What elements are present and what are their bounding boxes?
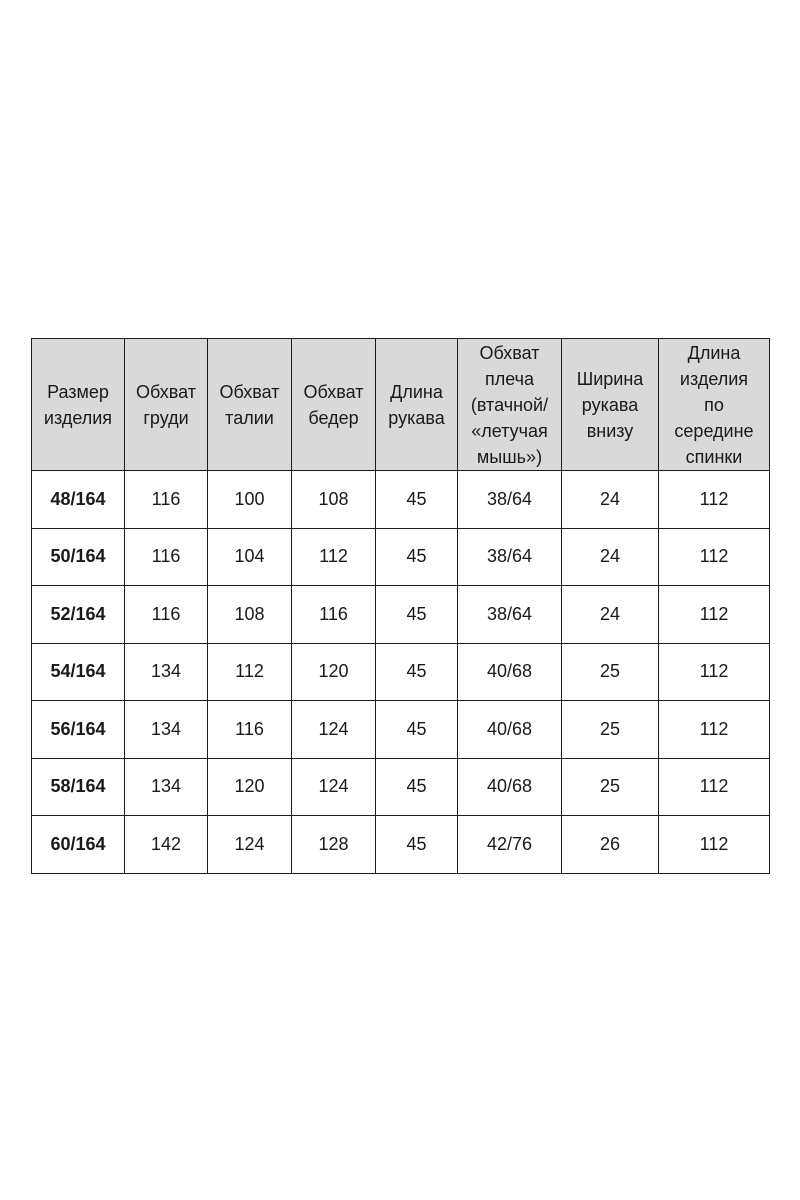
cell-garment-length: 112 bbox=[659, 758, 770, 816]
cell-waist: 104 bbox=[208, 528, 292, 586]
table-row bbox=[32, 643, 770, 701]
cell-hips: 112 bbox=[292, 528, 376, 586]
cell-chest: 134 bbox=[125, 643, 208, 701]
cell-sleeve-length: 45 bbox=[376, 758, 458, 816]
cell-size: 52/164 bbox=[32, 586, 125, 644]
cell-size: 60/164 bbox=[32, 816, 125, 874]
cell-waist: 120 bbox=[208, 758, 292, 816]
table-row bbox=[32, 701, 770, 759]
table-row bbox=[32, 528, 770, 586]
column-header-shoulder bbox=[458, 339, 562, 471]
cell-waist: 100 bbox=[208, 471, 292, 529]
table-header bbox=[32, 339, 770, 471]
cell-sleeve-length: 45 bbox=[376, 643, 458, 701]
cell-sleeve-length: 45 bbox=[376, 471, 458, 529]
cell-sleeve-width: 26 bbox=[562, 816, 659, 874]
column-header-label: Размер изделия bbox=[43, 381, 113, 428]
cell-hips: 116 bbox=[292, 586, 376, 644]
column-header-size bbox=[32, 339, 125, 471]
column-header-label: Обхват плеча (втачной/ «летучая мышь») bbox=[470, 342, 549, 467]
cell-chest: 134 bbox=[125, 701, 208, 759]
cell-sleeve-length: 45 bbox=[376, 528, 458, 586]
cell-shoulder: 40/68 bbox=[458, 643, 562, 701]
cell-waist: 108 bbox=[208, 586, 292, 644]
cell-shoulder: 38/64 bbox=[458, 586, 562, 644]
cell-waist: 124 bbox=[208, 816, 292, 874]
cell-sleeve-length: 45 bbox=[376, 816, 458, 874]
cell-shoulder: 40/68 bbox=[458, 758, 562, 816]
table-row bbox=[32, 758, 770, 816]
column-header-sleeve-width bbox=[562, 339, 659, 471]
cell-chest: 116 bbox=[125, 528, 208, 586]
column-header-label: Длина изделия по середине спинки bbox=[674, 342, 754, 467]
column-header-hips bbox=[292, 339, 376, 471]
column-header-sleeve-length bbox=[376, 339, 458, 471]
cell-shoulder: 40/68 bbox=[458, 701, 562, 759]
table-row bbox=[32, 586, 770, 644]
cell-waist: 112 bbox=[208, 643, 292, 701]
column-header-label: Обхват груди bbox=[136, 381, 196, 428]
column-header-label: Обхват талии bbox=[219, 381, 280, 428]
cell-sleeve-length: 45 bbox=[376, 701, 458, 759]
cell-garment-length: 112 bbox=[659, 586, 770, 644]
cell-garment-length: 112 bbox=[659, 471, 770, 529]
column-header-waist bbox=[208, 339, 292, 471]
cell-sleeve-width: 25 bbox=[562, 758, 659, 816]
column-header-garment-length bbox=[659, 339, 770, 471]
table-row bbox=[32, 816, 770, 874]
cell-sleeve-width: 25 bbox=[562, 643, 659, 701]
cell-garment-length: 112 bbox=[659, 528, 770, 586]
column-header-chest bbox=[125, 339, 208, 471]
column-header-label: Обхват бедер bbox=[303, 381, 364, 428]
cell-chest: 134 bbox=[125, 758, 208, 816]
cell-chest: 142 bbox=[125, 816, 208, 874]
cell-hips: 108 bbox=[292, 471, 376, 529]
table-row bbox=[32, 471, 770, 529]
cell-hips: 120 bbox=[292, 643, 376, 701]
cell-hips: 128 bbox=[292, 816, 376, 874]
cell-shoulder: 38/64 bbox=[458, 528, 562, 586]
cell-garment-length: 112 bbox=[659, 643, 770, 701]
cell-sleeve-width: 24 bbox=[562, 471, 659, 529]
cell-chest: 116 bbox=[125, 586, 208, 644]
cell-hips: 124 bbox=[292, 701, 376, 759]
cell-size: 54/164 bbox=[32, 643, 125, 701]
cell-shoulder: 38/64 bbox=[458, 471, 562, 529]
cell-waist: 116 bbox=[208, 701, 292, 759]
cell-size: 56/164 bbox=[32, 701, 125, 759]
cell-garment-length: 112 bbox=[659, 701, 770, 759]
cell-size: 48/164 bbox=[32, 471, 125, 529]
size-chart-table bbox=[31, 338, 770, 874]
cell-shoulder: 42/76 bbox=[458, 816, 562, 874]
column-header-label: Длина рукава bbox=[388, 381, 445, 428]
cell-garment-length: 112 bbox=[659, 816, 770, 874]
cell-sleeve-length: 45 bbox=[376, 586, 458, 644]
cell-sleeve-width: 25 bbox=[562, 701, 659, 759]
cell-hips: 124 bbox=[292, 758, 376, 816]
header-row bbox=[32, 339, 770, 471]
cell-chest: 116 bbox=[125, 471, 208, 529]
column-header-label: Ширина рукава внизу bbox=[576, 368, 644, 441]
cell-size: 50/164 bbox=[32, 528, 125, 586]
cell-size: 58/164 bbox=[32, 758, 125, 816]
cell-sleeve-width: 24 bbox=[562, 528, 659, 586]
table-body bbox=[32, 471, 770, 874]
cell-sleeve-width: 24 bbox=[562, 586, 659, 644]
